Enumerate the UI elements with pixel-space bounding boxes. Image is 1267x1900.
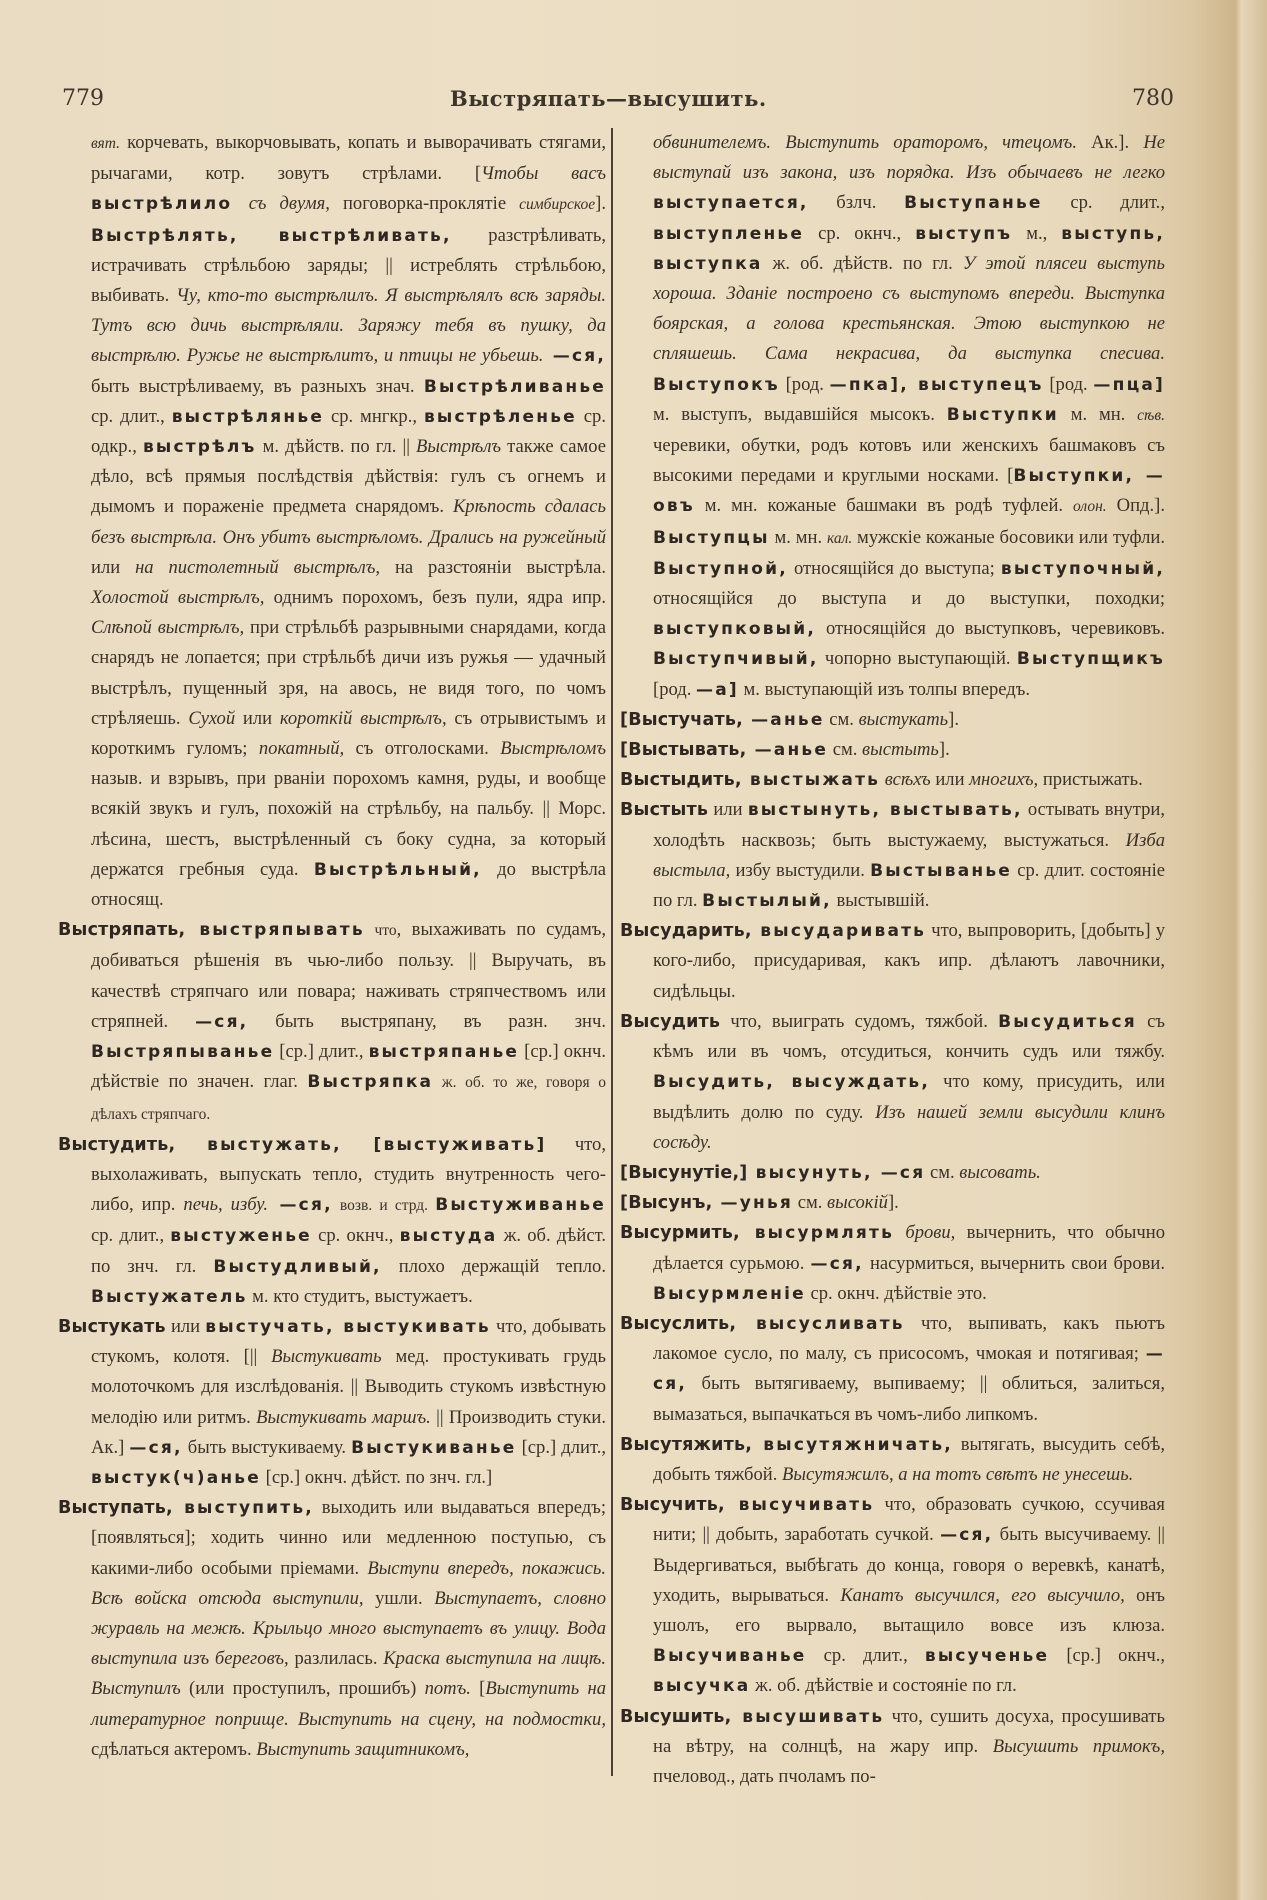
bold-form: выступить,: [172, 1498, 314, 1519]
headword: Высударить,: [620, 921, 752, 942]
definition-text: плохо держащій тепло.: [381, 1255, 606, 1277]
headword: Высурмить,: [620, 1223, 740, 1244]
definition-text: пчеловод., дать пчоламъ по-: [653, 1765, 876, 1787]
definition-text: относящійся до выступковъ, черевиковъ.: [816, 618, 1165, 640]
headword: Выстудить,: [58, 1134, 176, 1155]
definition-text: что кому, присудить, или выдѣлить долю по суду.: [653, 1071, 1165, 1123]
entry-vysunutie: [620, 1158, 1165, 1188]
italic-example: Крѣпость сдалась безъ выстрѣла. Онъ убитъ выстрѣломъ. Дрались на ружейный: [91, 496, 606, 548]
headword: [Выстывать,: [620, 740, 747, 761]
definition-text: съ кѣмъ или въ чомъ, отсудиться, кончить судъ или тяжбу.: [653, 1010, 1165, 1063]
bold-form: Высудить, высуждать,: [653, 1072, 931, 1093]
definition-text: съ отголосками.: [344, 738, 501, 760]
definition-text: м. кто студитъ, выстужаетъ.: [247, 1285, 473, 1307]
definition-text: бзлч.: [808, 192, 905, 214]
italic-example: кал.: [826, 529, 853, 547]
headword: Высуслить,: [620, 1313, 737, 1334]
column-divider: [611, 128, 613, 1776]
bold-form: выступочный,: [1000, 558, 1165, 579]
definition-text: [ср.] окнч. дѣйст. по знч. гл.]: [261, 1466, 493, 1488]
definition-text: что, выиграть судомъ, тяжбой.: [720, 1010, 999, 1032]
definition-text: быть высучиваему. || Выдергиваться, выбѣгать до конца, говоря о веревкѣ, канатѣ, уходить, вырываться.: [653, 1524, 1166, 1606]
italic-example: выстукать: [858, 708, 949, 730]
bold-form: выступецъ: [908, 374, 1044, 395]
bold-form: Выстукиванье: [351, 1437, 517, 1458]
definition-text: см.: [828, 739, 863, 761]
bold-form: высунуть, —ся: [747, 1162, 926, 1183]
entry-vysushit: [620, 1702, 1165, 1793]
italic-example: Холостой выстрѣлъ,: [91, 587, 265, 609]
definition-text: на разстояніи выстрѣла.: [380, 556, 606, 578]
bold-form: высученье: [924, 1646, 1050, 1667]
definition-text: [ср.] окнч.,: [1049, 1645, 1165, 1667]
definition-text: однимъ порохомъ, безъ пули, ядра ипр.: [264, 587, 607, 609]
entry-vystryapat: [58, 915, 606, 1129]
bold-form: выстужать, [выстуживать]: [175, 1134, 547, 1155]
italic-example: вят.: [91, 135, 120, 152]
right-column: [620, 128, 1165, 1792]
definition-text: разстрѣливать, истрачивать стрѣльбою заряды; || истреблять стрѣльбою, выбивать.: [91, 224, 606, 307]
definition-text: [894, 1222, 905, 1243]
definition-text: м. мн. кожаные башмаки въ родѣ туфлей.: [694, 495, 1074, 517]
bold-form: —пца]: [1093, 374, 1166, 395]
headword: Выстукать: [58, 1316, 166, 1337]
definition-text: [род.: [653, 678, 697, 700]
definition-text: мед. простукивать грудь молоточкомъ для изслѣдованія. || Выводить стукомъ извѣстную мелодію или ритмъ.: [91, 1346, 606, 1428]
definition-text: насурмиться, вычернить свои брови.: [863, 1252, 1165, 1274]
definition-text: ср. окнч. дѣйствіе это.: [805, 1282, 987, 1304]
definition-text: или: [708, 799, 748, 821]
headword: Высучить,: [620, 1495, 725, 1516]
definition-text: м. дѣйств. по гл. ||: [256, 436, 416, 458]
italic-example: выстыть: [862, 739, 939, 761]
italic-example: У этой плясеи выступь хороша. Зданіе построено съ выступомъ впереди. Выступка боярская, а голова крестьянская. Этою выступкою не спляшешь. Сама некрасива, да выступка спесива.: [653, 252, 1165, 365]
entry-continuation: [620, 128, 1165, 705]
bold-form: Выступанье: [904, 193, 1043, 214]
headword: [Высунутіе,]: [620, 1162, 748, 1183]
definition-text: вытягать, высудить себѣ, добыть тяжбой.: [653, 1433, 1165, 1485]
definition-text: что, образовать сучкою, ссучивая нити; || добыть, заработать сучкой.: [653, 1494, 1165, 1546]
bold-form: Выступокъ: [653, 374, 780, 395]
entry-vysudit: [620, 1007, 1165, 1158]
bold-form: выстрѣлянье: [171, 406, 325, 427]
page-number-left: 779: [62, 86, 104, 111]
definition-text: съ отрывистымъ и короткимъ гуломъ;: [91, 707, 606, 760]
italic-example: олон.: [1073, 498, 1107, 516]
bold-form: Выступщикъ: [1016, 649, 1165, 670]
definition-text: [ср.] окнч. дѣйствіе по значен. глаг.: [91, 1041, 606, 1093]
bold-form: выступается,: [653, 193, 809, 214]
bold-form: высушивать: [731, 1706, 885, 1727]
definition-text: быть выстукиваему.: [182, 1436, 352, 1458]
bold-form: выстуда: [399, 1226, 498, 1247]
entry-vystuchat: [620, 705, 1165, 735]
definition-text: [род.: [1043, 373, 1094, 395]
bold-form: выстыжать: [741, 770, 881, 791]
running-title: Выстряпать—высушить.: [450, 86, 767, 111]
definition-text: ср. окнч.,: [311, 1225, 400, 1247]
definition-text: ].: [595, 193, 606, 215]
entry-vysutyazhit: [620, 1430, 1165, 1490]
definition-text: ].: [887, 1192, 899, 1214]
definition-text: или: [235, 707, 280, 729]
bold-form: Выступчивый,: [653, 649, 819, 670]
italic-example: высокій: [827, 1192, 888, 1214]
italic-example: Изъ нашей земли высудили клинъ сосѣду.: [653, 1101, 1165, 1153]
bold-form: выстряпывать: [185, 920, 365, 941]
italic-example: Высутяжилъ, а на тотъ свѣтъ не унесешь.: [782, 1463, 1134, 1485]
italic-example: брови,: [905, 1222, 956, 1244]
headword: [Высунъ,: [620, 1193, 713, 1214]
definition-text: до выстрѣла относящ.: [91, 858, 606, 911]
definition-text: быть выстряпану, въ разн. знч.: [248, 1010, 606, 1032]
definition-text: (или проступилъ, прошибъ): [180, 1678, 425, 1700]
headword: [Выстучать,: [620, 709, 743, 730]
bold-form: выстрѣлъ: [142, 437, 257, 458]
definition-text: относящійся до выступа и до выступки, походки;: [653, 588, 1165, 610]
definition-text: чопорно выступающій.: [818, 648, 1017, 670]
italic-example: короткій выстрѣлъ,: [279, 707, 447, 729]
definition-text: см.: [925, 1161, 960, 1183]
bold-form: выстрѣленье: [423, 406, 577, 427]
definition-text: Ак.].: [1076, 132, 1144, 153]
definition-text: ж. об. дѣйствіе и состояніе по гл.: [750, 1675, 1017, 1697]
headword: Выстыть: [620, 800, 709, 821]
bold-form: —ся,: [129, 1437, 183, 1458]
headword: Выступать,: [58, 1498, 173, 1519]
italic-example: Не выступай изъ закона, изъ порядка. Изъ обычаевъ не легко: [653, 132, 1165, 184]
italic-example: Выстукивать: [271, 1346, 382, 1368]
bold-form: Выступки, —овъ: [653, 466, 1165, 517]
italic-example: Чу, кто-то выстрѣлилъ. Я выстрѣлялъ всѣ заряды. Тутъ всю дичь выстрѣляли. Заряжу тебя въ пушку, да выстрѣлю. Ружье не выстрѣлитъ, и птицы не убьешь.: [91, 285, 606, 367]
definition-text: что, сушить досуха, просушивать на вѣтру, на солнцѣ, на жару ипр.: [653, 1705, 1165, 1757]
definition-text: м. мн.: [769, 526, 827, 548]
italic-example: Выступаетъ, словно журавль на межѣ. Крыльцо много выступаетъ въ улицу. Вода выступила изъ береговъ,: [91, 1587, 606, 1670]
bold-form: высурмлять: [739, 1223, 895, 1244]
italic-example: сѣв.: [1137, 406, 1165, 424]
bold-form: —ся,: [543, 346, 606, 367]
bold-form: —ся,: [653, 1344, 1165, 1395]
bold-form: выступковый,: [653, 619, 817, 640]
bold-form: Выстряпыванье: [91, 1042, 275, 1063]
definition-text: м. выступъ, выдавшійся мысокъ.: [653, 403, 947, 425]
italic-example: потъ.: [424, 1678, 471, 1700]
italic-example: покатный,: [258, 738, 345, 760]
entry-continuation: [58, 128, 606, 915]
definition-text: возв. и стрд.: [332, 1197, 436, 1215]
bold-form: —анье: [746, 740, 829, 761]
definition-text: м. мн.: [1058, 403, 1138, 425]
bold-form: —пка],: [829, 374, 909, 395]
bold-form: выстынуть, выстывать,: [747, 800, 1023, 821]
definition-text: быть вытягиваему, выпиваему; || облиться, залиться, вымазаться, выпачкаться въ чомъ-либо липкомъ.: [653, 1373, 1165, 1425]
italic-example: Выступи впередъ, покажись. Всѣ войска отсюда выступили,: [91, 1557, 606, 1609]
definition-text: быть выстрѣливаему, въ разныхъ знач.: [91, 375, 424, 397]
bold-form: выступь, выступка: [653, 223, 1165, 274]
bold-form: выстрѣлило: [91, 194, 249, 215]
headword: Выстыдить,: [620, 770, 742, 791]
page-number-right: 780: [1132, 86, 1174, 111]
bold-form: Выстряпка: [307, 1072, 434, 1093]
italic-example: Выстрѣломъ: [500, 738, 606, 760]
italic-example: высовать.: [959, 1161, 1041, 1183]
definition-text: м.,: [1012, 222, 1062, 244]
bold-form: —ся,: [195, 1011, 249, 1032]
entry-vystyt: [620, 795, 1165, 916]
italic-example: многихъ,: [969, 769, 1039, 791]
definition-text: ср. длит.,: [91, 1225, 171, 1247]
bold-form: Выступцы: [653, 527, 770, 548]
definition-text: мужскіе кожаные босовики или туфли.: [852, 526, 1165, 548]
italic-example: всѣхъ: [884, 769, 931, 791]
italic-example: Изба выстыла,: [653, 829, 1165, 881]
bold-form: Выстудливый,: [213, 1256, 382, 1277]
definition-text: ж. об. дѣйств. по гл.: [762, 252, 963, 274]
entry-vysun: [620, 1188, 1165, 1218]
definition-text: см.: [793, 1192, 828, 1214]
definition-text: м. выступающій изъ толпы впередъ.: [738, 678, 1031, 700]
entry-vystukat: [58, 1312, 606, 1493]
definition-text: онъ ушолъ, его вырвало, вытащило вовсе изъ клюза.: [653, 1584, 1165, 1636]
bold-form: Выступки: [946, 404, 1059, 425]
definition-text: корчевать, выкорчовывать, копать и выворачивать стягами, рычагами, котр. зовутъ стрѣлами. [: [91, 132, 606, 185]
bold-form: выстряпанье: [368, 1042, 520, 1063]
bold-form: —унья: [712, 1193, 794, 1214]
italic-example: Сухой: [188, 707, 236, 729]
definition-text: ср. длит. состояніе по гл.: [653, 859, 1165, 912]
definition-text: или: [930, 769, 970, 791]
bold-form: высучивать: [724, 1495, 875, 1516]
italic-example: симбирское: [519, 196, 596, 214]
definition-text: ушли.: [363, 1587, 435, 1609]
bold-form: Высучиванье: [653, 1646, 807, 1667]
definition-text: выходить или выдаваться впередъ; [появляться]; ходить чинно или медленною поступью, съ какими-либо особыми пріемами.: [91, 1497, 606, 1579]
definition-text: назыв. и взрывъ, при рваніи порохомъ камня, руды, и вообще всякій звукъ и гулъ, похожій на стрѣльбу, на пальбу. || Морс. лѣсина, шестъ, выстрѣленный съ боку судна, за который держатся гребныя суда.: [91, 768, 606, 880]
bold-form: выступъ: [915, 223, 1013, 244]
bold-form: Выстрѣливанье: [423, 376, 606, 397]
definition-text: [: [470, 1678, 486, 1700]
definition-text: см.: [824, 708, 859, 730]
definition-text: выстывшій.: [831, 890, 930, 912]
italic-example: съ двумя,: [248, 193, 330, 215]
definition-text: что: [364, 922, 397, 940]
italic-example: Выстукивать маршъ.: [256, 1406, 431, 1428]
definition-text: [ср.] длит.,: [274, 1041, 369, 1063]
bold-form: Выстужатель: [91, 1286, 248, 1307]
italic-example: печь, избу.: [183, 1194, 269, 1216]
bold-form: высударивать: [751, 921, 927, 942]
bold-form: Выступной,: [653, 558, 788, 579]
definition-text: ср. длит.,: [806, 1645, 925, 1667]
italic-example: Выстрѣлъ: [416, 436, 502, 458]
definition-text: что, добывать стукомъ, колотя. [||: [91, 1315, 606, 1368]
definition-text: поговорка-проклятіе: [329, 193, 520, 215]
definition-text: сдѣлаться актеромъ.: [91, 1738, 257, 1760]
definition-text: при стрѣльбѣ разрывными снарядами, когда снарядъ не лопается; при стрѣльбѣ дичи изъ ружья — удачный выстрѣлъ, пущенный зря, на авось, не видя того, по чомъ стрѣляешь.: [91, 617, 606, 729]
bold-form: выступленье: [653, 223, 805, 244]
entry-vystupat: [58, 1493, 606, 1765]
italic-example: Выступить защитникомъ,: [256, 1738, 470, 1760]
bold-form: —а]: [696, 679, 739, 700]
bold-form: —ся,: [940, 1525, 994, 1546]
bold-form: выстучать, выстукивать: [205, 1316, 491, 1337]
bold-form: выстук(ч)анье: [91, 1467, 261, 1488]
definition-text: ж. об. то же, говоря о дѣлахъ стряпчаго.: [91, 1074, 606, 1123]
left-column: [58, 128, 606, 1765]
definition-text: ].: [948, 708, 959, 730]
definition-text: , выхаживать по судамъ, добиваться рѣшенія въ чью-либо пользу. || Выручать, въ качествѣ стряпчаго или повара; наживать стряпчествомъ или стряпней.: [91, 919, 606, 1032]
bold-form: —ся,: [810, 1253, 864, 1274]
definition-text: что, выпроворить, [добыть] у кого-либо, присударивая, какъ ипр. дѣлаютъ лавочники, сидѣльцы.: [653, 920, 1165, 1002]
bold-form: высучка: [653, 1676, 751, 1697]
headword: Высушить,: [620, 1706, 732, 1727]
italic-example: Краска выступила на лицѣ. Выступилъ: [91, 1648, 606, 1700]
entry-vystudit: [58, 1130, 606, 1312]
entry-vysudarit: [620, 916, 1165, 1007]
definition-text: ср. одкр.,: [91, 405, 606, 458]
bold-form: —ся,: [268, 1195, 333, 1216]
bold-form: высусливать: [736, 1313, 905, 1334]
definition-text: ср. длит.,: [1042, 192, 1165, 214]
bold-form: Высудиться: [998, 1011, 1137, 1032]
definition-text: пристыжать.: [1038, 769, 1143, 791]
headword: Высудить: [620, 1011, 721, 1032]
definition-text: что, выпивать, какъ пьютъ лакомое сусло, по малу, съ присосомъ, чмокая и потягивая;: [653, 1312, 1165, 1365]
headword: Выстряпать,: [58, 920, 186, 941]
bold-form: высутяжничать,: [752, 1434, 953, 1455]
definition-text: что, выхолаживать, выпускать тепло, студить внутренность чего-либо, ипр.: [91, 1133, 606, 1216]
bold-form: выстуженье: [170, 1226, 312, 1247]
definition-text: вычернить, что обычно дѣлается сурьмою.: [653, 1222, 1165, 1274]
definition-text: Опд.].: [1106, 495, 1165, 517]
definition-text: остывать внутри, холодѣть насквозь; быть выстужаему, выстужаться.: [653, 799, 1165, 851]
italic-example: на пистолетный выстрѣлъ,: [135, 556, 381, 578]
italic-example: обвинителемъ. Выступить ораторомъ, чтецомъ.: [653, 132, 1077, 153]
definition-text: [ср.] длит.,: [516, 1436, 606, 1458]
bold-form: Выстрѣльный,: [313, 859, 482, 880]
entry-vystydit: [620, 765, 1165, 795]
definition-text: черевики, обутки, родъ котовъ или женскихъ башмаковъ съ высокими передами и круглыми носками. [: [653, 435, 1165, 487]
definition-text: избу выстудили.: [730, 859, 871, 881]
definition-text: ср. мнгкр.,: [324, 405, 424, 427]
bold-form: Выстрѣлять, выстрѣливать,: [91, 225, 452, 246]
entry-vysuslit: [620, 1309, 1165, 1430]
italic-example: Чтобы васъ: [481, 163, 606, 185]
definition-text: или: [91, 556, 136, 578]
definition-text: ].: [938, 739, 950, 761]
definition-text: также самое дѣло, всѣ прямыя послѣдствія дѣйствія: гулъ съ огнемъ и дымомъ и пораженіе предмета снарядомъ.: [91, 436, 607, 518]
bold-form: Выстылый,: [702, 891, 832, 912]
bold-form: Высурмленіе: [653, 1283, 806, 1304]
definition-text: ср. длит.,: [91, 405, 172, 427]
definition-text: || Производить стуки. Ак.]: [91, 1406, 607, 1458]
entry-vysuchit: [620, 1490, 1165, 1701]
bold-form: Выстыванье: [870, 860, 1012, 881]
italic-example: Канатъ высучился, его высучило,: [840, 1584, 1125, 1606]
entry-vysurmit: [620, 1218, 1165, 1309]
italic-example: Слѣпой выстрѣлъ,: [91, 617, 245, 639]
definition-text: относящійся до выступа;: [787, 557, 1001, 579]
italic-example: Выступить на литературное поприще. Выступить на сцену, на подмостки,: [91, 1678, 607, 1730]
bold-form: Выстуживанье: [435, 1195, 607, 1216]
entry-vystyvat: [620, 735, 1165, 765]
headword: Высутяжить,: [620, 1434, 753, 1455]
definition-text: [род.: [779, 373, 830, 395]
bold-form: —анье: [742, 709, 825, 730]
page-header: [0, 86, 1267, 116]
definition-text: ср. окнч.,: [804, 222, 916, 244]
definition-text: разлилась.: [288, 1648, 384, 1670]
definition-text: или: [165, 1315, 206, 1337]
italic-example: Высушить примокъ,: [992, 1735, 1165, 1757]
definition-text: ж. об. дѣйст. по знч. гл.: [91, 1225, 606, 1277]
